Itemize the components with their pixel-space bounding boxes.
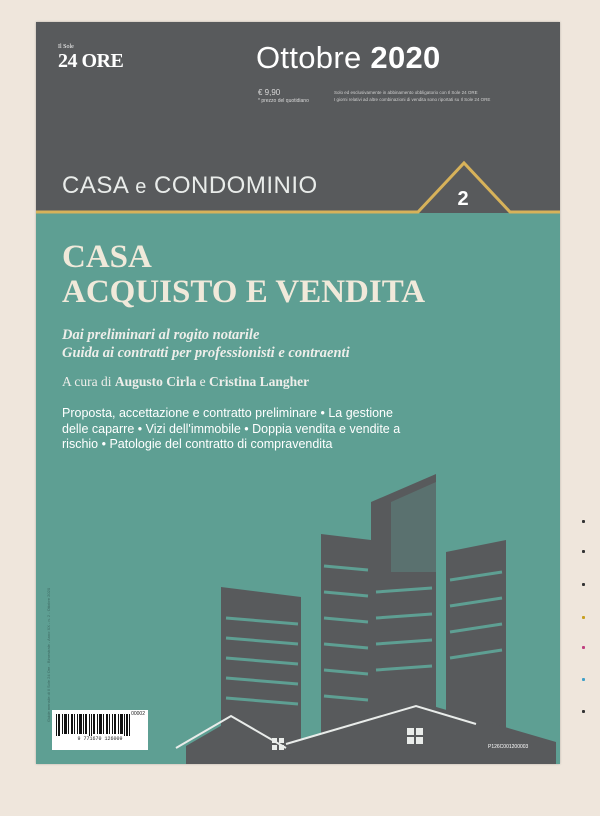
margin-mark-3 [582, 583, 585, 586]
margin-mark-4 [582, 616, 585, 619]
price-info [258, 88, 309, 104]
magazine-cover [36, 22, 560, 764]
series-part-1: CASA [62, 172, 129, 199]
subtitle-line-2: Guida ai contratti per professionisti e contraenti [62, 345, 350, 361]
subtitle-line-1: Dai preliminari al rogito notarile [62, 327, 260, 343]
title-line-2: ACQUISTO E VENDITA [62, 274, 426, 310]
editor-2: Cristina Langher [209, 374, 310, 389]
product-code: P126C001200003 [488, 744, 529, 750]
margin-mark-2 [582, 550, 585, 553]
margin-mark-1 [582, 520, 585, 523]
logo-main-text: 24 ORE [58, 50, 124, 72]
cover-title [62, 240, 425, 310]
roof-line-graphic [36, 152, 560, 222]
barcode [52, 710, 148, 750]
margin-mark-5 [582, 646, 585, 649]
notice-line-1: Solo ed esclusivamente in abbinamento obbligatorio con Il Sole 24 ORE [334, 90, 478, 95]
editors-prefix: A cura di [62, 374, 112, 389]
topics-list: Proposta, accettazione e contratto preliminare • La gestione delle caparre • Vizi dell'immobile • Doppia vendita e vendite a rischio • Patologie del contratto di compravendita [62, 406, 401, 451]
notice-line-2: I giorni relativi ad altre combinazioni di vendita sono riportati su Il Sole 24 ORE [334, 96, 491, 102]
barcode-bars [54, 712, 134, 736]
barcode-digits: 9 771670 126009 [77, 736, 123, 742]
cover-subtitle [62, 326, 350, 362]
edition-year: 2020 [370, 40, 441, 75]
edition-date [256, 40, 441, 76]
price-note: * prezzo del quotidiano [258, 97, 309, 104]
edition-month: Ottobre [256, 40, 362, 75]
publisher-logo [58, 44, 123, 71]
logo-small-text: Il Sole [58, 44, 74, 50]
price-amount: € 9,90 [258, 88, 281, 97]
editors-credit [62, 374, 309, 390]
sales-notice [334, 90, 544, 104]
issue-number: 2 [457, 188, 469, 210]
barcode-top-number: 00002 [131, 711, 145, 717]
margin-mark-7 [582, 710, 585, 713]
editors-connector: e [199, 374, 206, 389]
title-line-1: CASA [62, 239, 152, 275]
margin-mark-6 [582, 678, 585, 681]
series-part-2: CONDOMINIO [154, 172, 318, 199]
editor-1: Augusto Cirla [114, 374, 197, 389]
spine-publication-info: Guide mensile di Il Sole 24 Ore - Bimestrale - Anno XX - n. 2 - Ottobre 2020 [46, 587, 51, 722]
series-connector: e [135, 176, 147, 198]
